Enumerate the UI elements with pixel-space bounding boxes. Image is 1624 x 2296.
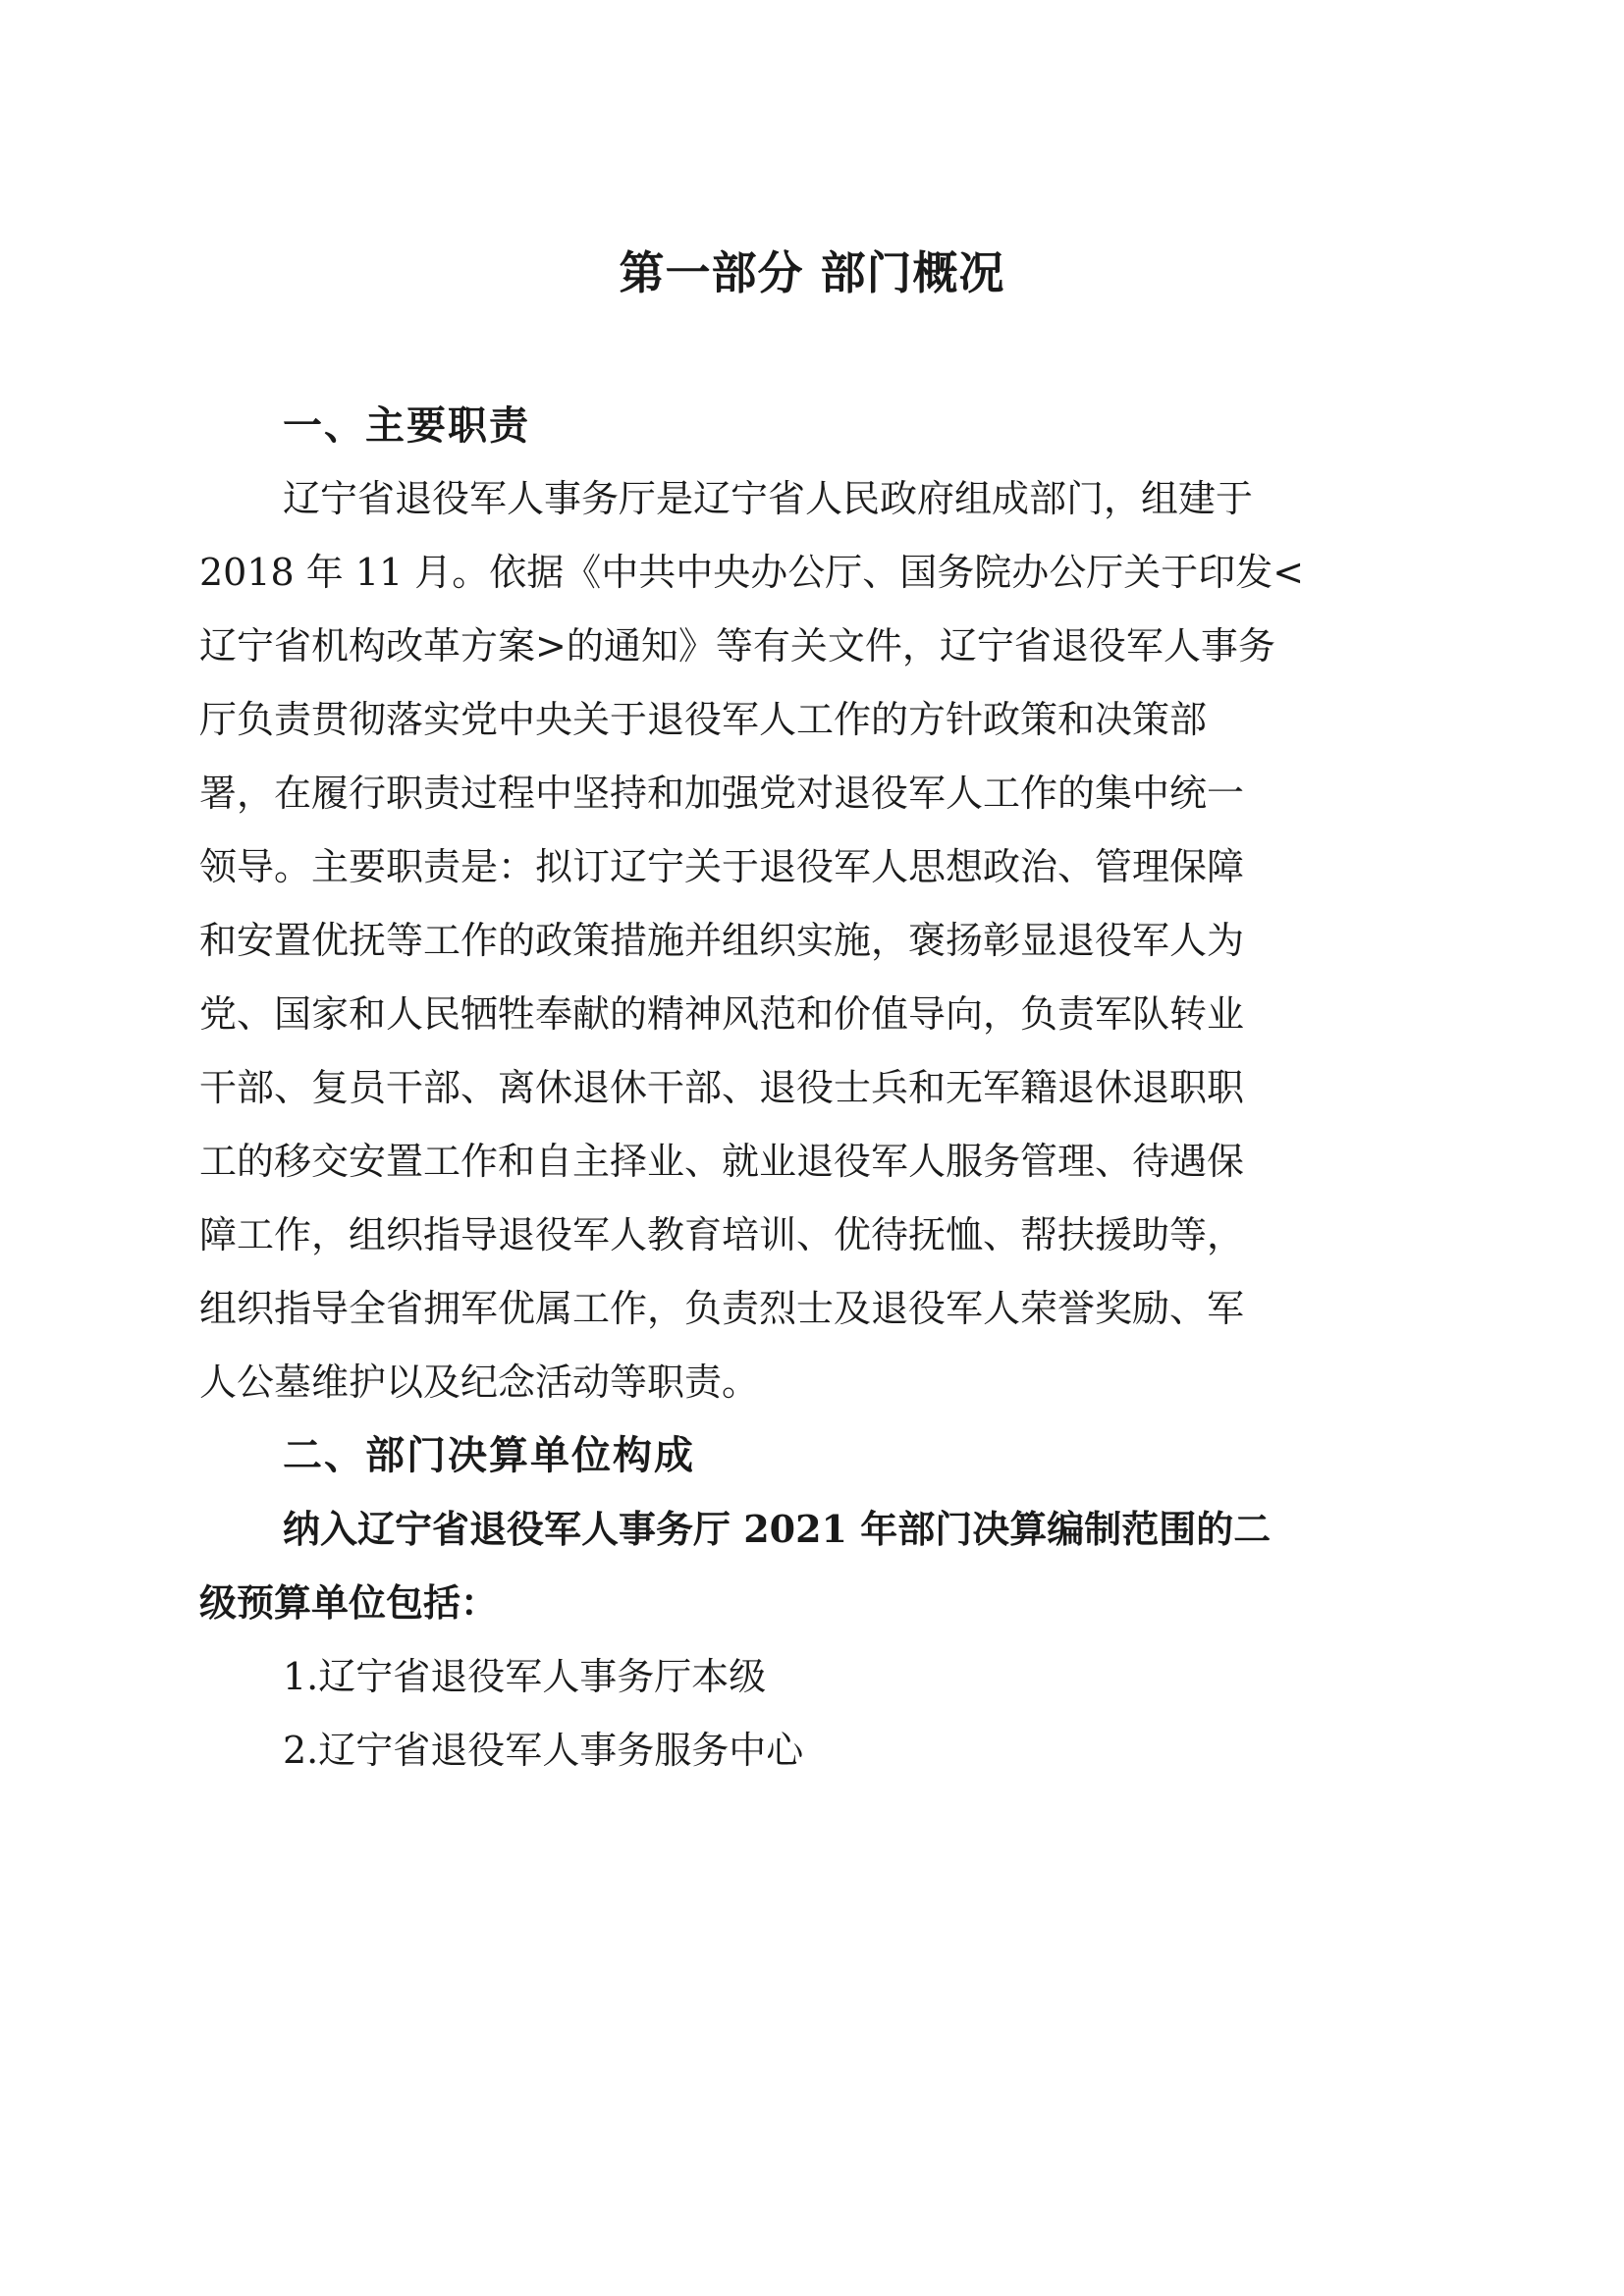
paragraph-line: 2018 年 11 月。依据《中共中央办公厅、国务院办公厅关于印发< (199, 551, 1305, 594)
paragraph-line: 和安置优抚等工作的政策措施并组织实施，褒扬彰显退役军人为 (199, 919, 1245, 962)
paragraph-line: 级预算单位包括： (199, 1580, 499, 1625)
paragraph-line: 领导。主要职责是：拟订辽宁关于退役军人思想政治、管理保障 (199, 845, 1245, 888)
paragraph-line: 党、国家和人民牺牲奉献的精神风范和价值导向，负责军队转业 (199, 992, 1245, 1036)
paragraph-line: 辽宁省机构改革方案>的通知》等有关文件，辽宁省退役军人事务 (199, 624, 1275, 667)
list-item: 1.辽宁省退役军人事务厅本级 (283, 1655, 767, 1698)
paragraph-line: 厅负责贯彻落实党中央关于退役军人工作的方针政策和决策部 (199, 698, 1208, 741)
section-heading-responsibilities: 一、主要职责 (283, 403, 530, 449)
paragraph-line: 辽宁省退役军人事务厅是辽宁省人民政府组成部门，组建于 (283, 477, 1254, 520)
paragraph-line: 工的移交安置工作和自主择业、就业退役军人服务管理、待遇保 (199, 1140, 1245, 1183)
section-heading-budget-units: 二、部门决算单位构成 (283, 1433, 695, 1478)
list-item: 2.辽宁省退役军人事务服务中心 (283, 1729, 804, 1772)
paragraph-line: 人公墓维护以及纪念活动等职责。 (199, 1361, 760, 1404)
paragraph-line: 署，在履行职责过程中坚持和加强党对退役军人工作的集中统一 (199, 772, 1245, 815)
page-title: 第一部分 部门概况 (619, 246, 1005, 299)
paragraph-line: 纳入辽宁省退役军人事务厅 2021 年部门决算编制范围的二 (283, 1507, 1272, 1551)
paragraph-line: 障工作，组织指导退役军人教育培训、优待抚恤、帮扶援助等， (199, 1213, 1245, 1256)
paragraph-line: 干部、复员干部、离休退休干部、退役士兵和无军籍退休退职职 (199, 1066, 1245, 1109)
paragraph-line: 组织指导全省拥军优属工作，负责烈士及退役军人荣誉奖励、军 (199, 1287, 1245, 1330)
